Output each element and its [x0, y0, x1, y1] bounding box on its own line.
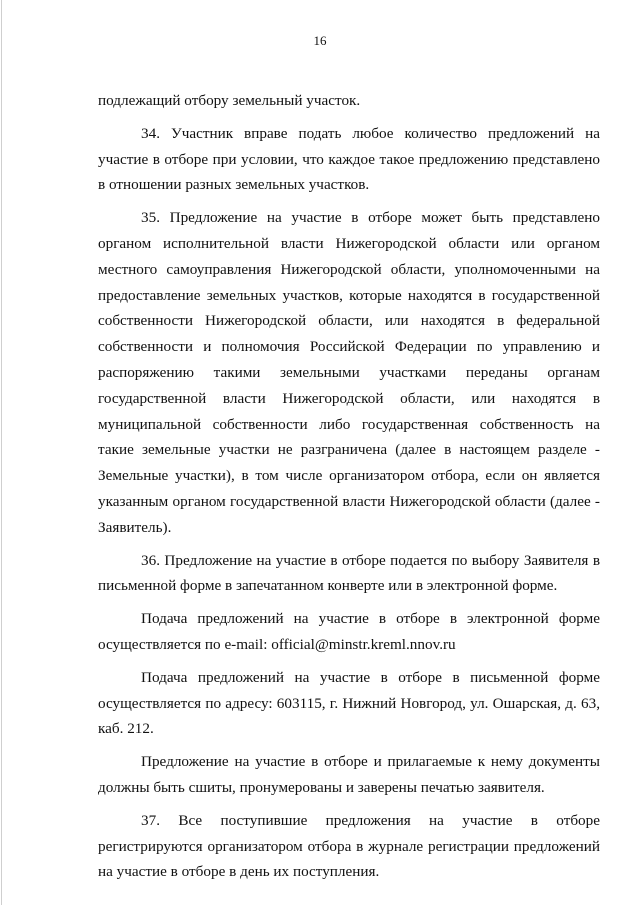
paragraph-34: 34. Участник вправе подать любое количество предложений на участие в отборе при условии, что каждое такое предложению представлено в отношении разных земельных участков.: [98, 124, 600, 194]
paragraph-36: 36. Предложение на участие в отборе подается по выбору Заявителя в письменной форме в запечатанном конверте или в электронной форме.: [98, 551, 600, 595]
paragraph-written-submission: Подача предложений на участие в отборе в письменной форме осуществляется по адресу: 603115, г. Нижний Новгород, ул. Ошарская, д. 63, каб. 212.: [98, 668, 600, 738]
document-body: [98, 88, 600, 892]
paragraph-email-submission: Подача предложений на участие в отборе в электронной форме осуществляется по e-mail: official@minstr.kreml.nnov.ru: [98, 610, 600, 653]
paragraph-continuation: подлежащий отбору земельный участок.: [98, 92, 361, 109]
page-number: 16: [313, 33, 327, 48]
paragraph-35: 35. Предложение на участие в отборе может быть представлено органом исполнительной власти Нижегородской области или органом местного самоуправления Нижегородской области, уполномоченными на предоставление земельных участков, которые находятся в государственной собственности Нижегородской области, или находятся в федеральной собственности и полномочия Российской Федерации по управлению и распоряжению такими земельными участками переданы органам государственной власти Нижегородской области, или находятся в муниципальной собственности либо государственная собственность на такие земельные участки не разграничена (далее в настоящем разделе - Земельные участки), в том числе организатором отбора, если он является указанным органом государственной власти Нижегородской области (далее - Заявитель).: [98, 209, 600, 536]
paragraph-document-requirements: Предложение на участие в отборе и прилагаемые к нему документы должны быть сшиты, пронумерованы и заверены печатью заявителя.: [98, 753, 600, 796]
paragraph-37: 37. Все поступившие предложения на участие в отборе регистрируются организатором отбора в журнале регистрации предложений на участие в отборе в день их поступления.: [98, 811, 600, 881]
scan-margin-line: [1, 0, 2, 905]
